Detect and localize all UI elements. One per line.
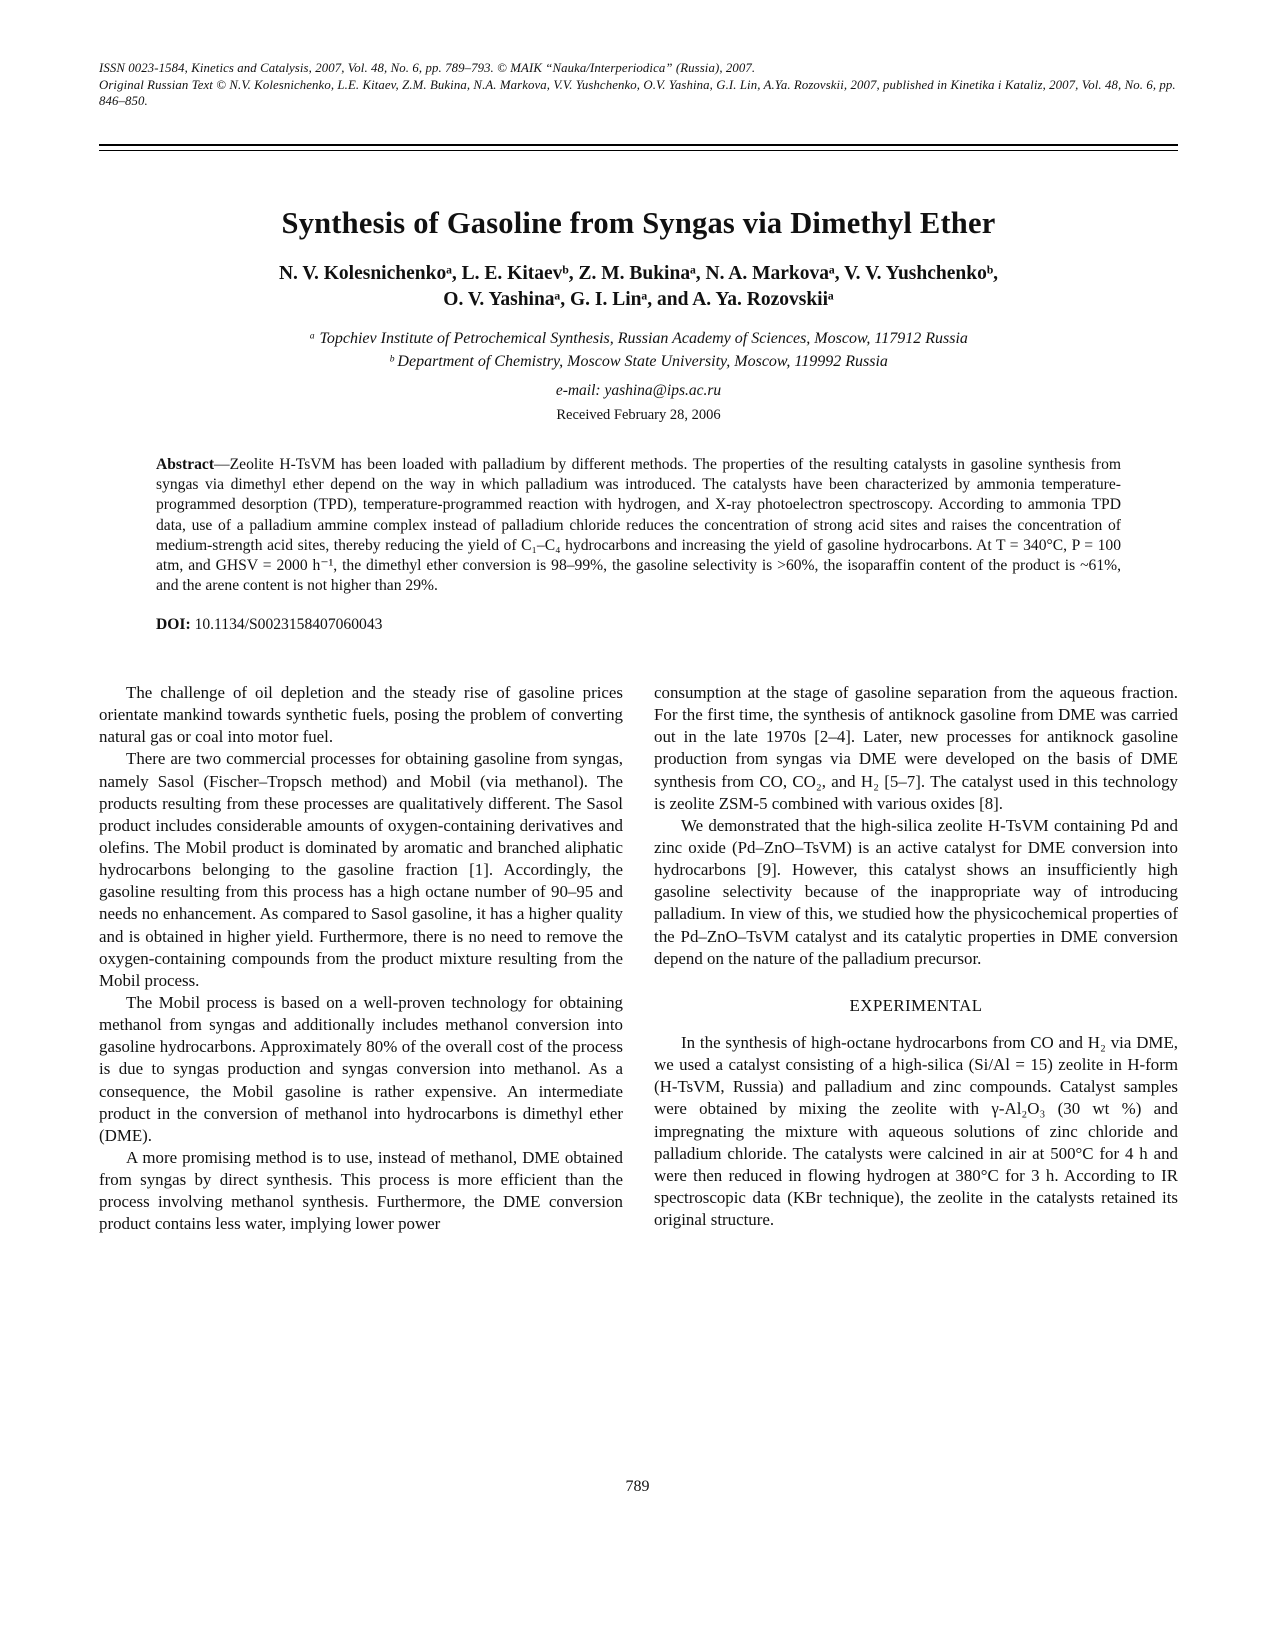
paragraph-processes: There are two commercial processes for obtaining gasoline from syngas, namely Sasol (Fischer–Tropsch method) and Mobil (via methanol). The products resulting from these processes are qualitatively different. The Sasol product includes considerable amounts of oxygen-containing derivatives and olefins. The Mobil product is dominated by aromatic and branched aliphatic hydrocarbons belonging to the gasoline fraction [1]. Accordingly, the gasoline resulting from this process has a high octane number of 90–95 and needs no enhancement. As compared to Sasol gasoline, it has a higher quality and is obtained in higher yield. Furthermore, there is no need to remove the oxygen-containing compounds from the product mixture resulting from the Mobil process. — [99, 749, 623, 990]
abstract-text: —Zeolite H-TsVM has been loaded with palladium by different methods. The properties of the resulting catalysts in gasoline synthesis from syngas via dimethyl ether depend on the way in which palladium was introduced. The catalysts have been characterized by ammonia temperature-programmed desorption (TPD), temperature-programmed reaction with hydrogen, and X-ray photoelectron spectroscopy. According to ammonia TPD data, use of a palladium ammine complex instead of palladium chloride reduces the concentration of strong acid sites and raises the concentration of medium-strength acid sites, thereby reducing the yield of C₁–C₄ hydrocarbons and increasing the yield of gasoline hydrocarbons. At T = 340°C, P = 100 atm, and GHSV = 2000 h⁻¹, the dimethyl ether conversion is 98–99%, the gasoline selectivity is >60%, the isoparaffin content of the product is ~61%, and the arene content is not higher than 29%. — [156, 455, 1121, 595]
abstract-paragraph — [156, 455, 1121, 597]
left-column — [99, 682, 623, 1236]
paragraph-mobil: The Mobil process is based on a well-proven technology for obtaining methanol from syngas and additionally includes methanol conversion into gasoline hydrocarbons. Approximately 80% of the overall cost of the process is due to syngas production and syngas conversion into methanol. As a consequence, the Mobil gasoline is rather expensive. An intermediate product in the conversion of methanol into hydrocarbons is dimethyl ether (DME). — [99, 992, 623, 1145]
abstract-section — [156, 455, 1121, 635]
header-divider-rule — [99, 144, 1178, 151]
page-number: 789 — [625, 1478, 650, 1495]
paragraph-intro: The challenge of oil depletion and the steady rise of gasoline prices orientate mankind towards synthetic fuels, posing the problem of converting natural gas or coal into motor fuel. — [99, 683, 623, 747]
journal-header-line1: ISSN 0023-1584, Kinetics and Catalysis, 2007, Vol. 48, No. 6, pp. 789–793. © MAIK “Nauka/Interperiodica” (Russia), 2007. — [99, 61, 756, 75]
received-date-line: Received February 28, 2006 — [556, 406, 721, 423]
right-column — [654, 682, 1178, 1236]
paragraph-experimental: In the synthesis of high-octane hydrocarbons from CO and H₂ via DME, we used a catalyst consisting of a high-silica (Si/Al = 15) zeolite in H-form (H-TsVM, Russia) and palladium and zinc compounds. Catalyst samples were obtained by mixing the zeolite with γ-Al₂O₃ (30 wt %) and impregnating the mixture with aqueous solutions of zinc chloride and palladium chloride. The catalysts were calcined in air at 500°C for 4 h and were then reduced in flowing hydrogen at 380°C for 3 h. According to IR spectroscopic data (KBr technique), the zeolite in the catalysts retained its original structure. — [654, 1032, 1178, 1230]
paragraph-dme-method: A more promising method is to use, instead of methanol, DME obtained from syngas by direct synthesis. This process is more efficient than the process involving methanol synthesis. Furthermore, the DME conversion product contains less water, implying lower power — [99, 1147, 623, 1234]
body-columns — [99, 682, 1178, 1236]
journal-header — [99, 60, 1178, 110]
affiliations — [99, 327, 1178, 373]
affiliation-a: ᵃ Topchiev Institute of Petrochemical Synthesis, Russian Academy of Sciences, Moscow, 117912 Russia — [309, 329, 968, 347]
section-heading-experimental: EXPERIMENTAL — [849, 995, 983, 1015]
email-line: e-mail: yashina@ips.ac.ru — [555, 381, 722, 399]
paragraph-demonstrated: We demonstrated that the high-silica zeolite H-TsVM containing Pd and zinc oxide (Pd–ZnO–TsVM) is an active catalyst for DME conversion into hydrocarbons [9]. However, this catalyst shows an insufficiently high gasoline selectivity because of the inappropriate way of introducing palladium. In view of this, we studied how the physicochemical properties of the Pd–ZnO–TsVM catalyst and its catalytic properties in DME conversion depend on the nature of the palladium precursor. — [654, 815, 1178, 968]
authors-line-2: O. V. Yashinaᵃ, G. I. Linᵃ, and A. Ya. Rozovskiiᵃ — [443, 289, 834, 311]
article-title: Synthesis of Gasoline from Syngas via Dimethyl Ether — [281, 205, 996, 240]
paragraph-continuation: consumption at the stage of gasoline separation from the aqueous fraction. For the first time, the synthesis of antiknock gasoline from DME was carried out in the late 1970s [2–4]. Later, new processes for antiknock gasoline production from syngas via DME were developed on the basis of DME synthesis from CO, CO₂, and H₂ [5–7]. The catalyst used in this technology is zeolite ZSM-5 combined with various oxides [8]. — [654, 683, 1178, 813]
journal-header-line2: Original Russian Text © N.V. Kolesnichenko, L.E. Kitaev, Z.M. Bukina, N.A. Markova, V.V. Yushchenko, O.V. Yashina, G.I. Lin, A.Ya. Rozovskii, 2007, published in Kinetika i Kataliz, 2007, Vol. 48, No. 6, pp. 846–850. — [99, 77, 1176, 109]
doi-line — [156, 615, 1121, 635]
doi-label: DOI: — [156, 615, 191, 633]
doi-value: 10.1134/S0023158407060043 — [194, 615, 383, 633]
abstract-label: Abstract — [156, 455, 215, 473]
affiliation-b: ᵇ Department of Chemistry, Moscow State University, Moscow, 119992 Russia — [389, 352, 888, 370]
author-list — [99, 261, 1178, 314]
authors-line-1: N. V. Kolesnichenkoᵃ, L. E. Kitaevᵇ, Z. M. Bukinaᵃ, N. A. Markovaᵃ, V. V. Yushchenkoᵇ, — [278, 262, 999, 284]
